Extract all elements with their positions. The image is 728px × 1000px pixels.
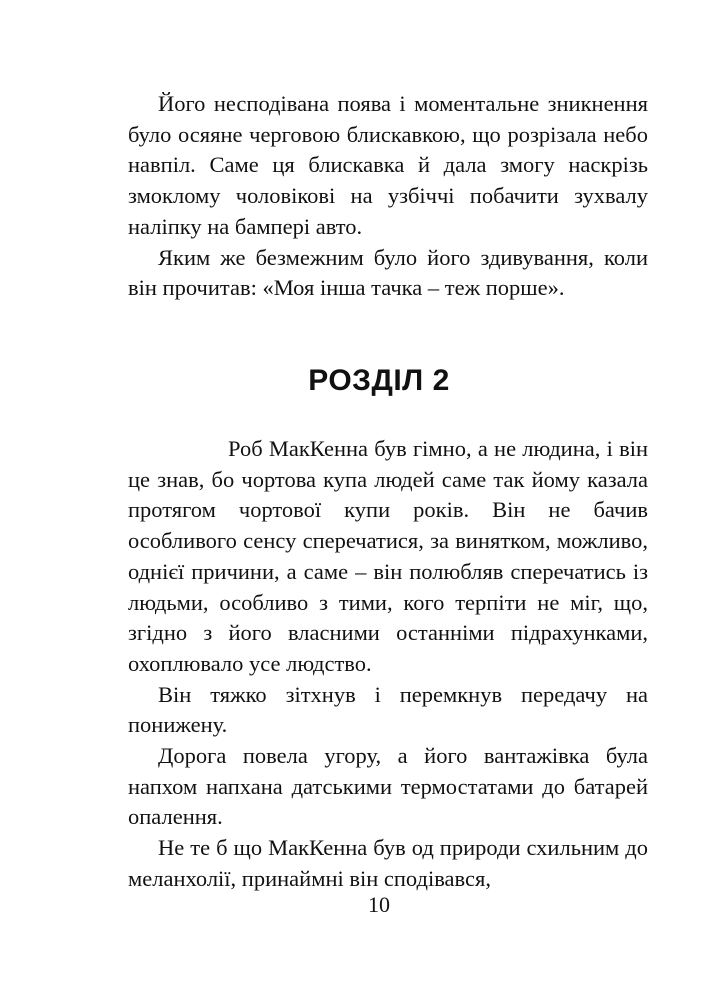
paragraph-1: Його несподівана поява і моментальне зникнення було осяяне черговою блискавкою, що розрізала небо навпіл. Саме ця блискавка й дала змогу наскрізь змоклому чоловікові на узбіччі побачити зухвалу наліпку на бампері авто. (128, 91, 648, 239)
chapter-heading: РОЗДІЛ 2 (308, 364, 450, 397)
chapter-paragraph-1: Роб МакКенна був гімно, а не людина, і він це знав, бо чортова купа людей саме так йому казала протягом чортової купи років. Він не бачив особливого сенсу сперечатися, за винятком, можливо, однієї причини, а саме – він полюбляв сперечатись із людьми, особливо з тими, кого терпіти не міг, що, згідно з його власними останніми підрахунками, охоплювало усе людство. (128, 436, 648, 676)
chapter-paragraph-3: Дорога повела угору, а його вантажівка була напхом напхана датськими термостатами до батарей опалення. (128, 743, 648, 830)
chapter-paragraph-2: Він тяжко зітхнув і перемкнув передачу на понижену. (128, 681, 648, 738)
page-number: 10 (368, 892, 390, 917)
chapter-paragraph-4: Не те б що МакКенна був од природи схильним до меланхолії, принаймні він сподівався, (128, 835, 648, 891)
paragraph-2: Яким же безмежним було його здивування, коли він прочитав: «Моя інша тачка – теж порше». (128, 244, 648, 301)
top-section-text (128, 89, 648, 304)
chapter-text (128, 434, 648, 895)
